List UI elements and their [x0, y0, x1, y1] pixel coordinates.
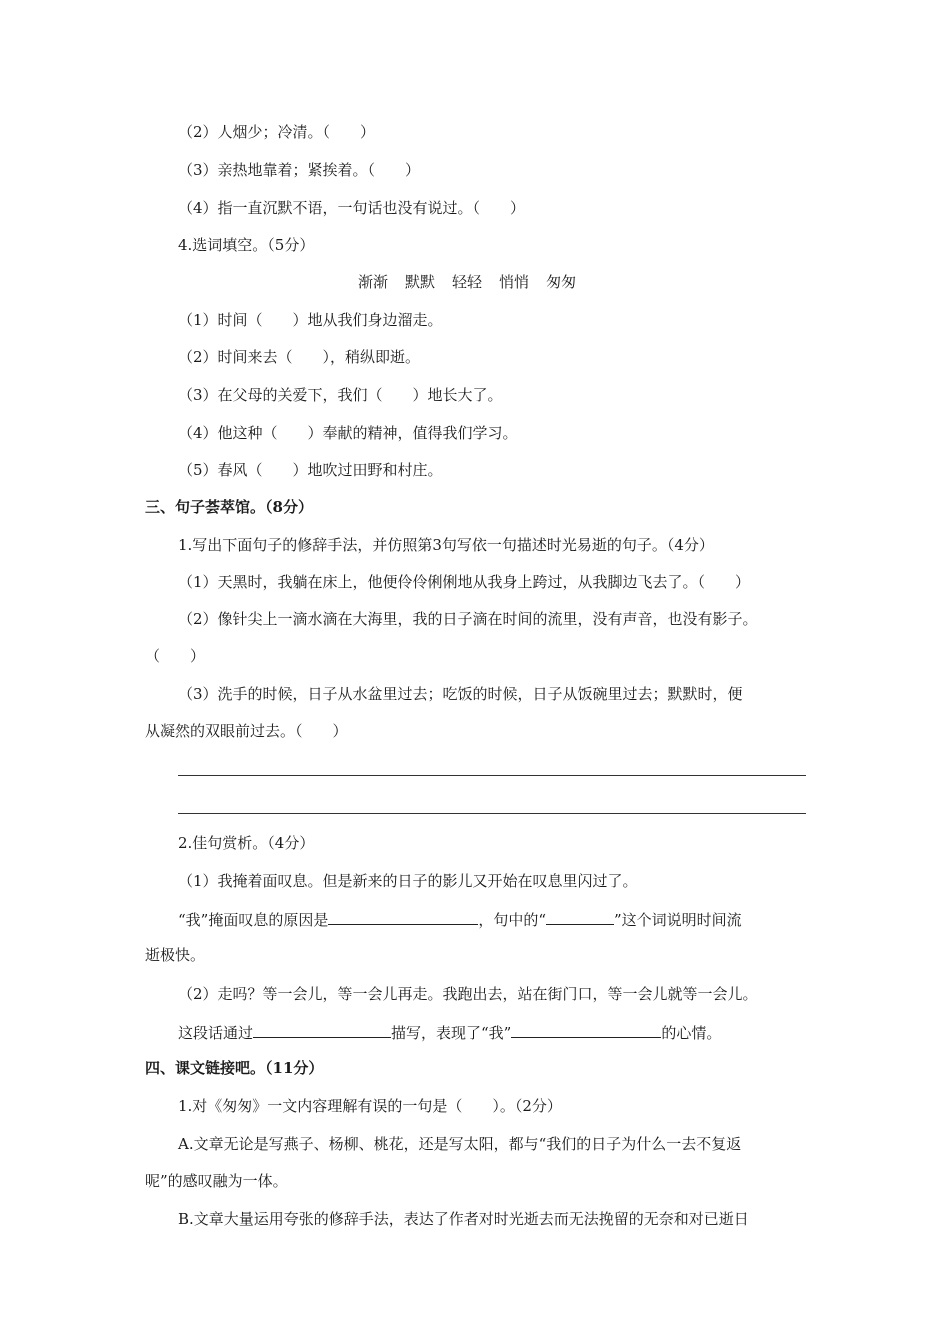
- s3-q1-item-2-line1: （2）像针尖上一滴水滴在大海里，我的日子滴在时间的流里，没有声音，也没有影子。: [178, 610, 758, 628]
- fill-text: 的心情。: [661, 1024, 722, 1042]
- s3-q2-title: 2.佳句赏析。（4分）: [178, 834, 315, 852]
- section3-heading: 三、句子荟萃馆。（8分）: [145, 498, 313, 516]
- fill-text: 描写，表现了“我”: [391, 1024, 512, 1042]
- s4-option-b-line1: B.文章大量运用夸张的修辞手法，表达了作者对时光逝去而无法挽留的无奈和对已逝日: [178, 1210, 749, 1228]
- q4-item-1: （1）时间（ ）地从我们身边溜走。: [178, 311, 443, 329]
- s3-q1-item-3-line1: （3）洗手的时候，日子从水盆里过去；吃饭的时候，日子从饭碗里过去；默默时，便: [178, 685, 743, 703]
- word-bank-item: 匆匆: [546, 273, 577, 291]
- word-bank: [358, 271, 593, 293]
- s4-option-a-line2: 呢”的感叹融为一体。: [145, 1172, 288, 1190]
- section4-heading: 四、课文链接吧。（11分）: [145, 1059, 324, 1077]
- answer-line[interactable]: [178, 775, 806, 776]
- q4-item-4: （4）他这种（ ）奉献的精神，值得我们学习。: [178, 424, 518, 442]
- s3-q2-item-1: （1）我掩着面叹息。但是新来的日子的影儿又开始在叹息里闪过了。: [178, 872, 638, 890]
- s3-q2-item-2: （2）走吗？等一会儿，等一会儿再走。我跑出去，站在街门口，等一会儿就等一会儿。: [178, 985, 758, 1003]
- fill-text: 这段话通过: [178, 1024, 254, 1042]
- q3-item-4: （4）指一直沉默不语，一句话也没有说过。（ ）: [178, 199, 526, 217]
- fill-text: “我”掩面叹息的原因是: [178, 911, 329, 929]
- q4-title: 4.选词填空。（5分）: [178, 236, 315, 254]
- word-bank-item: 悄悄: [499, 273, 530, 291]
- s3-q1-item-2-line2: （ ）: [145, 647, 206, 665]
- word-bank-item: 轻轻: [452, 273, 483, 291]
- fill-text: ，句中的“: [478, 911, 547, 929]
- answer-line[interactable]: [178, 813, 806, 814]
- q4-item-3: （3）在父母的关爱下，我们（ ）地长大了。: [178, 386, 503, 404]
- s3-q1-item-1: （1）天黑时，我躺在床上，他便伶伶俐俐地从我身上跨过，从我脚边飞去了。（ ）: [178, 573, 751, 591]
- fill-text: ”这个词说明时间流: [614, 911, 742, 929]
- s3-q2-fill-2: [178, 1021, 721, 1044]
- q4-item-5: （5）春风（ ）地吹过田野和村庄。: [178, 461, 443, 479]
- s3-q2-fill-1-cont: 逝极快。: [145, 946, 206, 964]
- q4-item-2: （2）时间来去（ ），稍纵即逝。: [178, 348, 421, 366]
- fill-blank[interactable]: [546, 908, 614, 925]
- fill-blank[interactable]: [328, 908, 478, 925]
- word-bank-item: 默默: [405, 273, 436, 291]
- word-bank-item: 渐渐: [358, 273, 389, 291]
- fill-blank[interactable]: [253, 1021, 391, 1038]
- s3-q1-item-3-line2: 从凝然的双眼前过去。（ ）: [145, 722, 348, 740]
- fill-blank[interactable]: [511, 1021, 661, 1038]
- s4-q1-title: 1.对《匆匆》一文内容理解有误的一句是（ ）。（2分）: [178, 1097, 562, 1115]
- q3-item-2: （2）人烟少；冷清。（ ）: [178, 123, 376, 141]
- s4-option-a-line1: A.文章无论是写燕子、杨柳、桃花，还是写太阳，都与“我们的日子为什么一去不复返: [178, 1135, 742, 1153]
- s3-q1-title: 1.写出下面句子的修辞手法，并仿照第3句写依一句描述时光易逝的句子。（4分）: [178, 536, 714, 554]
- q3-item-3: （3）亲热地靠着；紧挨着。（ ）: [178, 161, 421, 179]
- s3-q2-fill-1: [178, 908, 742, 931]
